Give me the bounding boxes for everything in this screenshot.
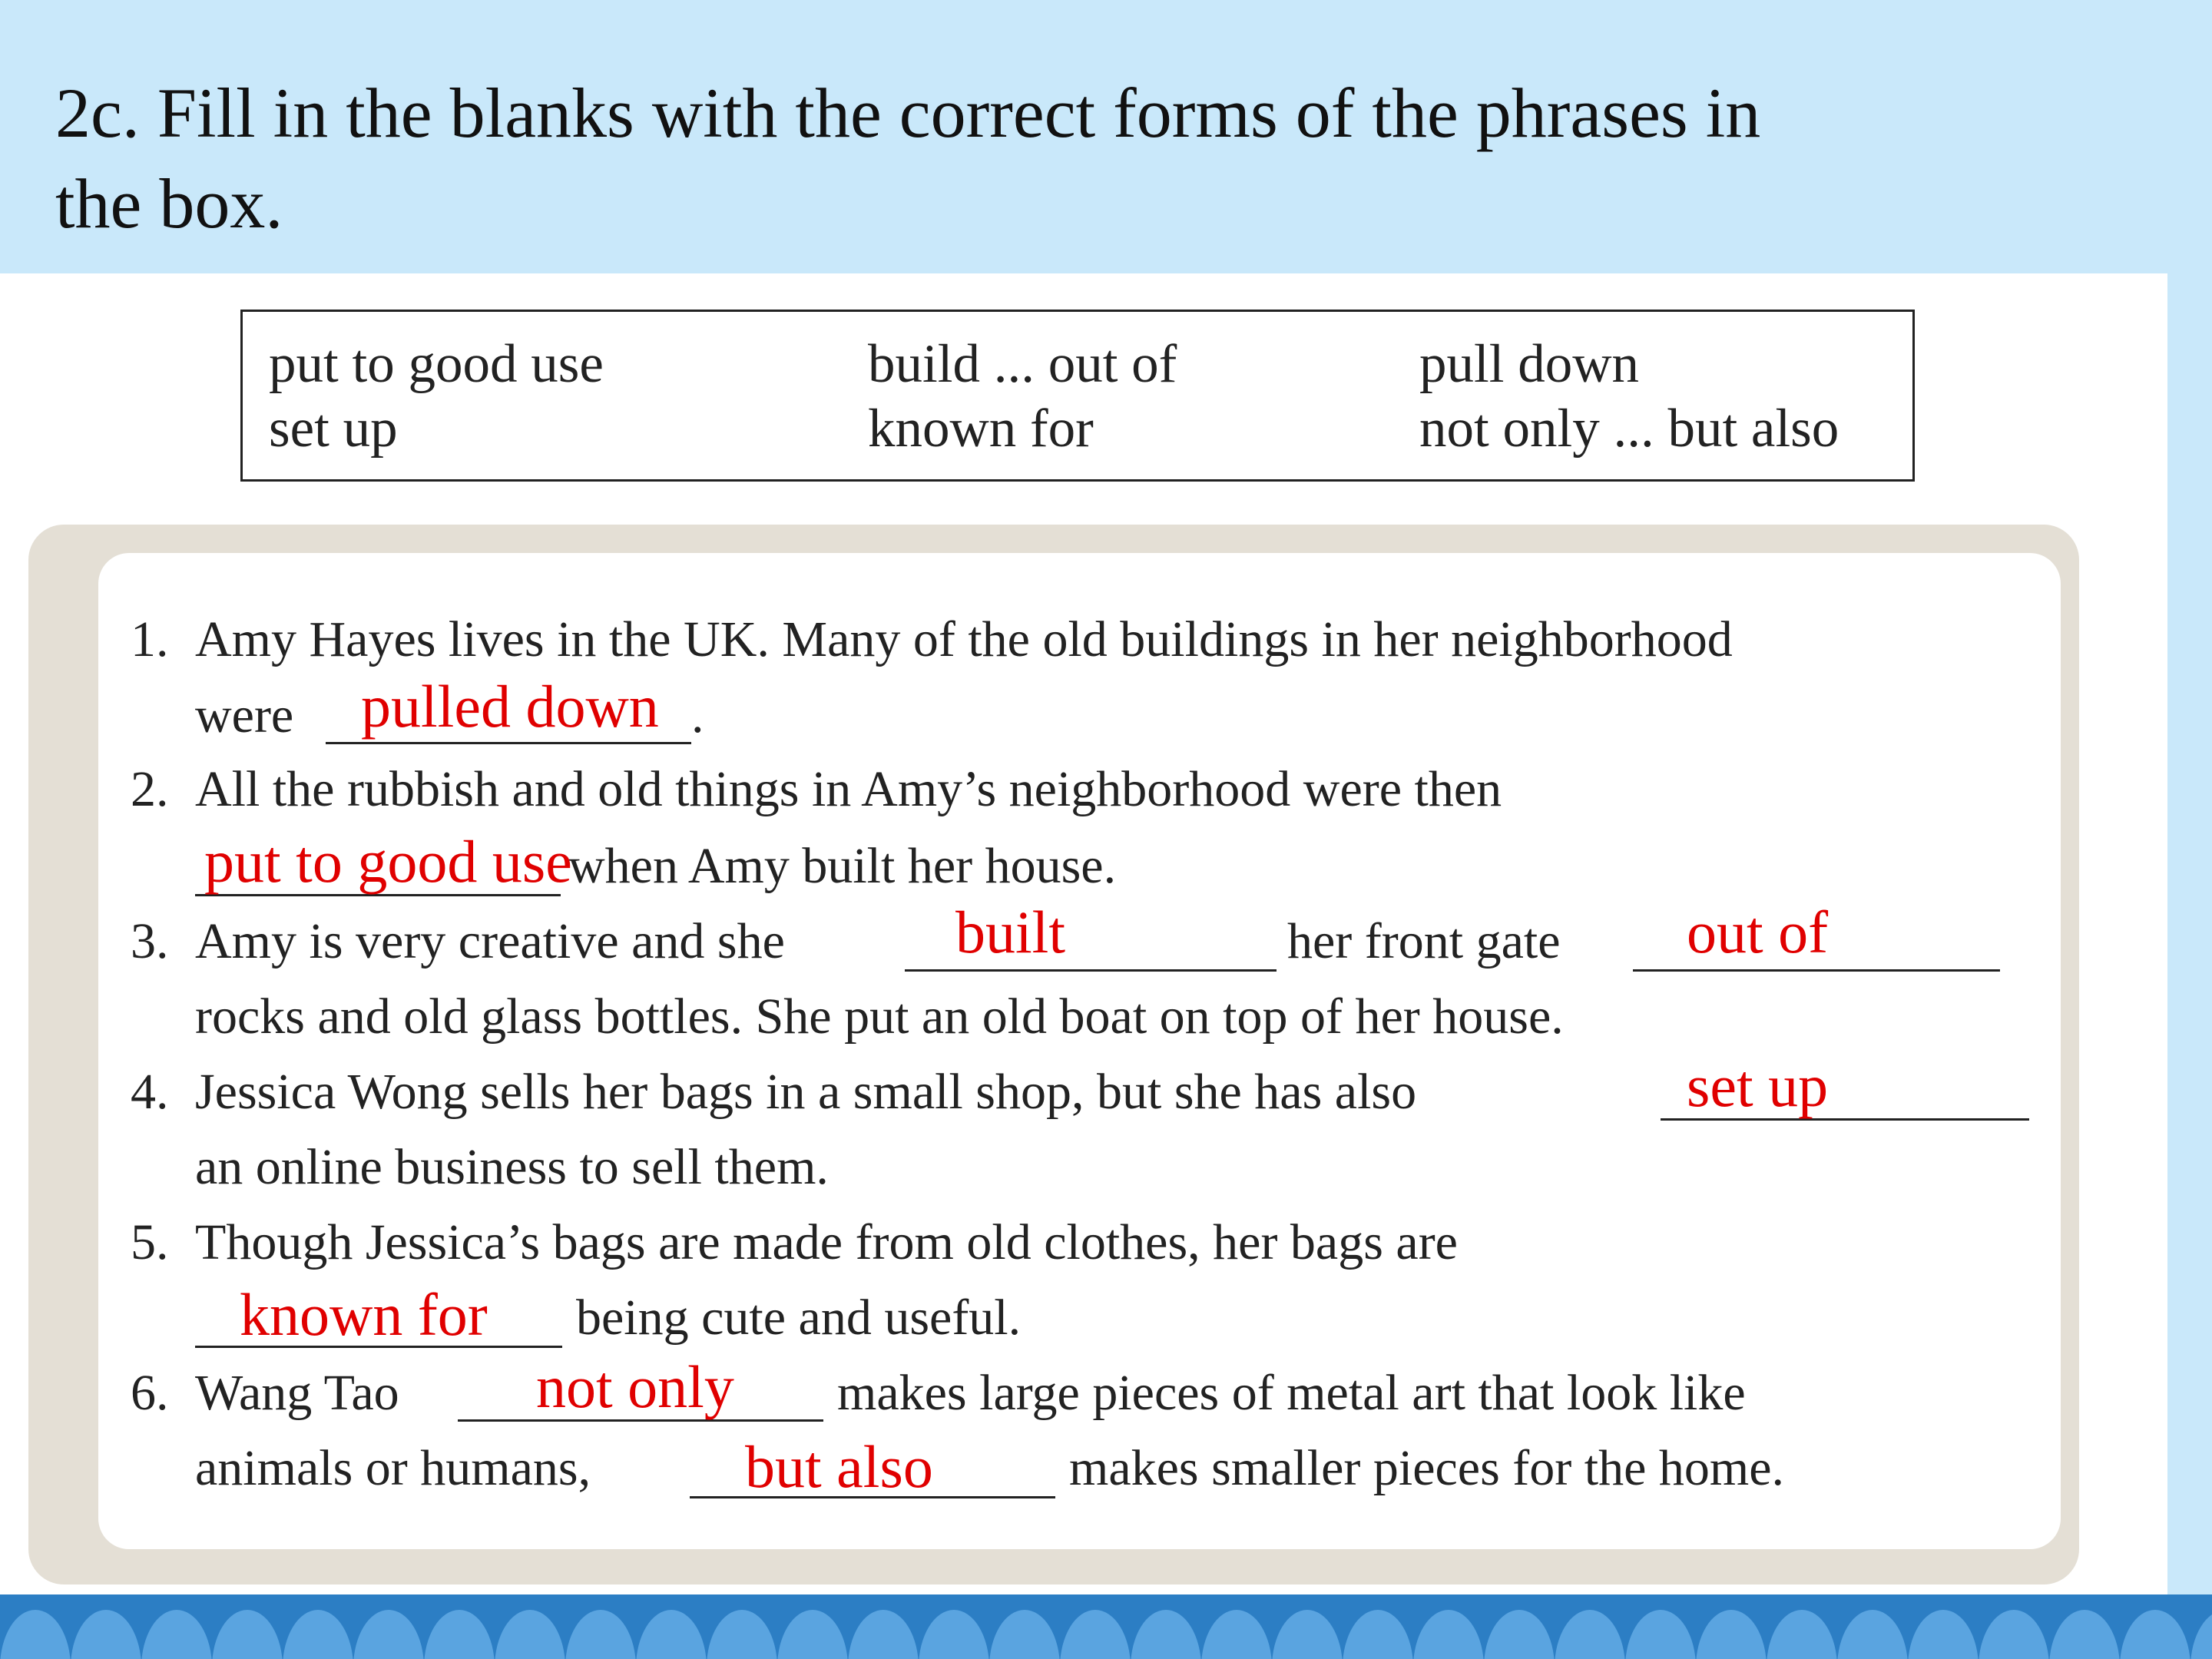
wave-scallop <box>777 1610 848 1659</box>
item-6-line-1-before: Wang Tao <box>195 1365 399 1421</box>
item-number-2: 2. <box>131 761 169 817</box>
item-5-line-2-after: being cute and useful. <box>576 1290 1022 1346</box>
item-number-1: 1. <box>131 611 169 667</box>
answer-3b: out of <box>1687 899 1829 965</box>
wave-scallop <box>424 1610 495 1659</box>
wave-scallop <box>919 1610 989 1659</box>
phrase-build-out-of: build ... out of <box>868 334 1177 394</box>
item-1-line-2-before: were <box>195 687 294 743</box>
wave-scallop <box>1272 1610 1343 1659</box>
blank-3b[interactable] <box>1633 969 2000 972</box>
answer-1: pulled down <box>361 673 659 740</box>
phrase-put-to-good-use: put to good use <box>269 334 604 394</box>
wave-scallop <box>1201 1610 1272 1659</box>
answer-6b: but also <box>745 1433 933 1500</box>
blank-1[interactable] <box>326 742 691 744</box>
item-6-line-1-after: makes large pieces of metal art that look like <box>837 1365 1746 1421</box>
wave-scallop <box>495 1610 565 1659</box>
instruction-line-2: the box. <box>55 164 283 243</box>
answer-5: known for <box>240 1281 488 1348</box>
wave-scallop <box>1484 1610 1555 1659</box>
wave-scallop <box>848 1610 919 1659</box>
item-3-line-1-before: Amy is very creative and she <box>195 913 785 969</box>
item-number-3: 3. <box>131 913 169 969</box>
wave-scallop <box>1767 1610 1837 1659</box>
wave-scallop <box>1413 1610 1484 1659</box>
wave-scallop <box>2190 1610 2212 1659</box>
wave-scallop <box>707 1610 777 1659</box>
right-side-band <box>2167 273 2212 1659</box>
answer-4: set up <box>1687 1052 1829 1119</box>
wave-scallop <box>989 1610 1060 1659</box>
wave-scallop <box>1979 1610 2049 1659</box>
phrase-pull-down: pull down <box>1419 334 1639 394</box>
wave-scallop <box>353 1610 424 1659</box>
wave-scallop <box>1343 1610 1413 1659</box>
wave-scallop <box>636 1610 707 1659</box>
wave-scallop <box>141 1610 212 1659</box>
answer-3a: built <box>955 899 1066 965</box>
answer-2: put to good use <box>204 828 572 895</box>
wave-scallop <box>71 1610 141 1659</box>
phrase-set-up: set up <box>269 399 398 459</box>
item-4-line-1-before: Jessica Wong sells her bags in a small shop, but she has also <box>195 1064 1417 1120</box>
item-2-line-2-after: when Amy built her house. <box>568 838 1117 894</box>
answer-6a: not only <box>536 1353 734 1420</box>
instruction-line-1: 2c. Fill in the blanks with the correct forms of the phrases in <box>55 74 1761 152</box>
wave-scallop <box>565 1610 636 1659</box>
item-number-4: 4. <box>131 1064 169 1120</box>
instruction-title <box>55 68 2129 249</box>
item-1-line-2-after: . <box>691 687 704 743</box>
item-1-line-1: Amy Hayes lives in the UK. Many of the old buildings in her neighborhood <box>195 611 1733 667</box>
wave-scallop <box>1908 1610 1979 1659</box>
wave-scallop <box>212 1610 283 1659</box>
wave-scallop <box>283 1610 353 1659</box>
wave-scallop <box>1555 1610 1625 1659</box>
item-2-line-1: All the rubbish and old things in Amy’s neighborhood were then <box>195 761 1502 817</box>
wave-scallop <box>2120 1610 2190 1659</box>
wave-scallop <box>1625 1610 1696 1659</box>
phrase-not-only-but-also: not only ... but also <box>1419 399 1839 459</box>
wave-scallop <box>1131 1610 1201 1659</box>
phrase-known-for: known for <box>868 399 1094 459</box>
item-3-line-2: rocks and old glass bottles. She put an old boat on top of her house. <box>195 988 1564 1045</box>
wave-scallop <box>1060 1610 1131 1659</box>
item-4-line-2: an online business to sell them. <box>195 1139 829 1195</box>
item-5-line-1: Though Jessica’s bags are made from old clothes, her bags are <box>195 1214 1458 1270</box>
item-6-line-2-after: makes smaller pieces for the home. <box>1069 1440 1784 1496</box>
wave-scallop <box>2049 1610 2120 1659</box>
item-number-6: 6. <box>131 1365 169 1421</box>
wave-footer <box>0 1594 2212 1659</box>
blank-3a[interactable] <box>905 969 1277 972</box>
wave-scallop <box>0 1610 71 1659</box>
item-3-line-1-middle: her front gate <box>1287 913 1561 969</box>
wave-scallop <box>1696 1610 1767 1659</box>
item-number-5: 5. <box>131 1214 169 1270</box>
wave-scallop <box>1837 1610 1908 1659</box>
item-6-line-2-before: animals or humans, <box>195 1440 591 1496</box>
